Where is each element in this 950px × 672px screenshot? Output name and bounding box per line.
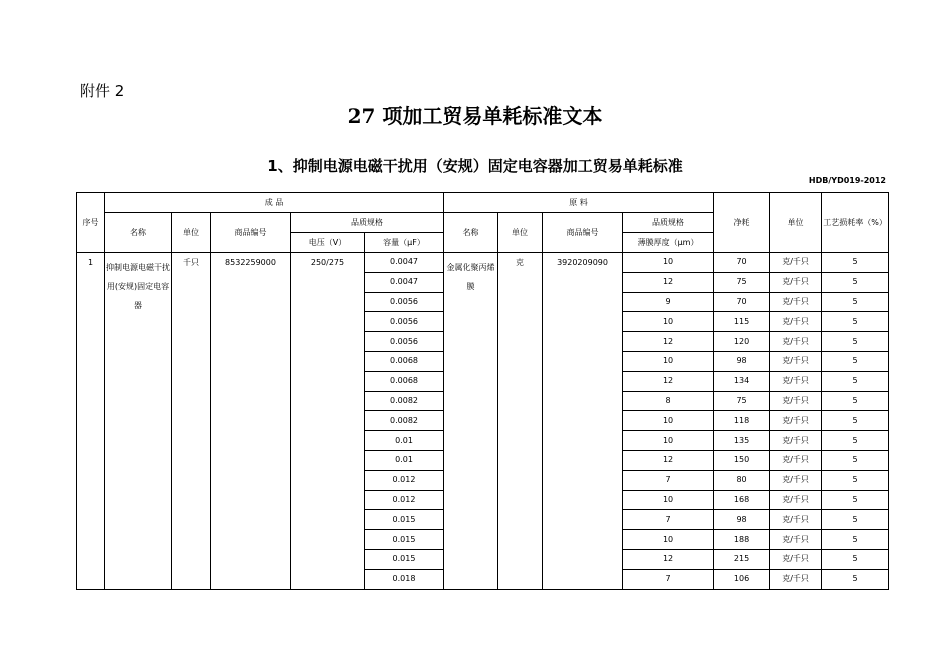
unit-cell: 克/千只	[770, 332, 822, 352]
capacity-cell: 0.01	[365, 431, 444, 451]
thickness-cell: 10	[623, 411, 714, 431]
capacity-cell: 0.0056	[365, 292, 444, 312]
thickness-cell: 7	[623, 569, 714, 589]
loss-rate-cell: 5	[822, 292, 889, 312]
product-code: 8532259000	[211, 253, 291, 590]
capacity-cell: 0.0068	[365, 351, 444, 371]
capacity-cell: 0.015	[365, 510, 444, 530]
net-consumption-cell: 98	[714, 351, 770, 371]
header-material-code: 商品编号	[543, 213, 623, 253]
thickness-cell: 7	[623, 470, 714, 490]
header-voltage: 电压（V）	[291, 233, 365, 253]
header-net-consumption: 净耗	[714, 193, 770, 253]
unit-cell: 克/千只	[770, 569, 822, 589]
header-product-unit: 单位	[172, 213, 211, 253]
header-finished-product: 成 品	[105, 193, 444, 213]
thickness-cell: 10	[623, 490, 714, 510]
unit-cell: 克/千只	[770, 431, 822, 451]
unit-cell: 克/千只	[770, 411, 822, 431]
capacity-cell: 0.012	[365, 490, 444, 510]
loss-rate-cell: 5	[822, 332, 889, 352]
net-consumption-cell: 188	[714, 530, 770, 550]
loss-rate-cell: 5	[822, 312, 889, 332]
header-capacity: 容量（μF）	[365, 233, 444, 253]
capacity-cell: 0.012	[365, 470, 444, 490]
loss-rate-cell: 5	[822, 490, 889, 510]
loss-rate-cell: 5	[822, 470, 889, 490]
material-unit: 克	[498, 253, 543, 590]
thickness-cell: 12	[623, 450, 714, 470]
net-consumption-cell: 98	[714, 510, 770, 530]
capacity-cell: 0.0068	[365, 371, 444, 391]
thickness-cell: 10	[623, 530, 714, 550]
net-consumption-cell: 120	[714, 332, 770, 352]
header-material-name: 名称	[444, 213, 498, 253]
net-consumption-cell: 215	[714, 549, 770, 569]
header-film-thickness: 薄膜厚度（μm）	[623, 233, 714, 253]
capacity-cell: 0.0047	[365, 253, 444, 273]
header-product-name: 名称	[105, 213, 172, 253]
loss-rate-cell: 5	[822, 549, 889, 569]
net-consumption-cell: 70	[714, 253, 770, 273]
header-process-loss: 工艺损耗率（%）	[822, 193, 889, 253]
loss-rate-cell: 5	[822, 450, 889, 470]
header-material-spec: 品质规格	[623, 213, 714, 233]
net-consumption-cell: 70	[714, 292, 770, 312]
capacity-cell: 0.0056	[365, 332, 444, 352]
unit-cell: 克/千只	[770, 391, 822, 411]
thickness-cell: 12	[623, 332, 714, 352]
capacity-cell: 0.015	[365, 530, 444, 550]
thickness-cell: 10	[623, 253, 714, 273]
unit-cell: 克/千只	[770, 549, 822, 569]
unit-cell: 克/千只	[770, 371, 822, 391]
thickness-cell: 7	[623, 510, 714, 530]
loss-rate-cell: 5	[822, 530, 889, 550]
net-consumption-cell: 118	[714, 411, 770, 431]
product-name: 抑制电源电磁干扰用(安规)固定电容器	[105, 253, 172, 590]
product-seq: 1	[77, 253, 105, 590]
loss-rate-cell: 5	[822, 569, 889, 589]
unit-cell: 克/千只	[770, 312, 822, 332]
loss-rate-cell: 5	[822, 391, 889, 411]
thickness-cell: 10	[623, 431, 714, 451]
unit-cell: 克/千只	[770, 530, 822, 550]
material-code: 3920209090	[543, 253, 623, 590]
loss-rate-cell: 5	[822, 351, 889, 371]
thickness-cell: 12	[623, 371, 714, 391]
net-consumption-cell: 75	[714, 272, 770, 292]
unit-cell: 克/千只	[770, 351, 822, 371]
net-consumption-cell: 150	[714, 450, 770, 470]
net-consumption-cell: 115	[714, 312, 770, 332]
thickness-cell: 10	[623, 312, 714, 332]
capacity-cell: 0.0047	[365, 272, 444, 292]
product-voltage: 250/275	[291, 253, 365, 590]
unit-cell: 克/千只	[770, 272, 822, 292]
thickness-cell: 8	[623, 391, 714, 411]
net-consumption-cell: 134	[714, 371, 770, 391]
capacity-cell: 0.0056	[365, 312, 444, 332]
capacity-cell: 0.018	[365, 569, 444, 589]
header-unit: 单位	[770, 193, 822, 253]
unit-cell: 克/千只	[770, 470, 822, 490]
document-title: 27 项加工贸易单耗标准文本	[347, 104, 603, 128]
header-seq: 序号	[77, 193, 105, 253]
loss-rate-cell: 5	[822, 272, 889, 292]
material-name: 金属化聚丙烯膜	[444, 253, 498, 590]
section-title: 1、抑制电源电磁干扰用（安规）固定电容器加工贸易单耗标准	[267, 157, 683, 175]
net-consumption-cell: 80	[714, 470, 770, 490]
header-product-spec: 品质规格	[291, 213, 444, 233]
unit-cell: 克/千只	[770, 292, 822, 312]
thickness-cell: 9	[623, 292, 714, 312]
product-unit: 千只	[172, 253, 211, 590]
header-material-unit: 单位	[498, 213, 543, 253]
loss-rate-cell: 5	[822, 253, 889, 273]
unit-cell: 克/千只	[770, 510, 822, 530]
net-consumption-cell: 168	[714, 490, 770, 510]
net-consumption-cell: 135	[714, 431, 770, 451]
net-consumption-cell: 75	[714, 391, 770, 411]
loss-rate-cell: 5	[822, 411, 889, 431]
loss-rate-cell: 5	[822, 431, 889, 451]
unit-cell: 克/千只	[770, 450, 822, 470]
unit-cell: 克/千只	[770, 253, 822, 273]
capacity-cell: 0.01	[365, 450, 444, 470]
thickness-cell: 12	[623, 272, 714, 292]
loss-rate-cell: 5	[822, 371, 889, 391]
loss-rate-cell: 5	[822, 510, 889, 530]
header-raw-material: 原 料	[444, 193, 714, 213]
thickness-cell: 12	[623, 549, 714, 569]
header-product-code: 商品编号	[211, 213, 291, 253]
standard-code: HDB/YD019-2012	[808, 176, 886, 185]
unit-cell: 克/千只	[770, 490, 822, 510]
net-consumption-cell: 106	[714, 569, 770, 589]
capacity-cell: 0.015	[365, 549, 444, 569]
table-row	[77, 253, 889, 273]
consumption-standard-table	[76, 192, 889, 590]
capacity-cell: 0.0082	[365, 411, 444, 431]
capacity-cell: 0.0082	[365, 391, 444, 411]
annex-label: 附件 2	[80, 82, 125, 100]
thickness-cell: 10	[623, 351, 714, 371]
